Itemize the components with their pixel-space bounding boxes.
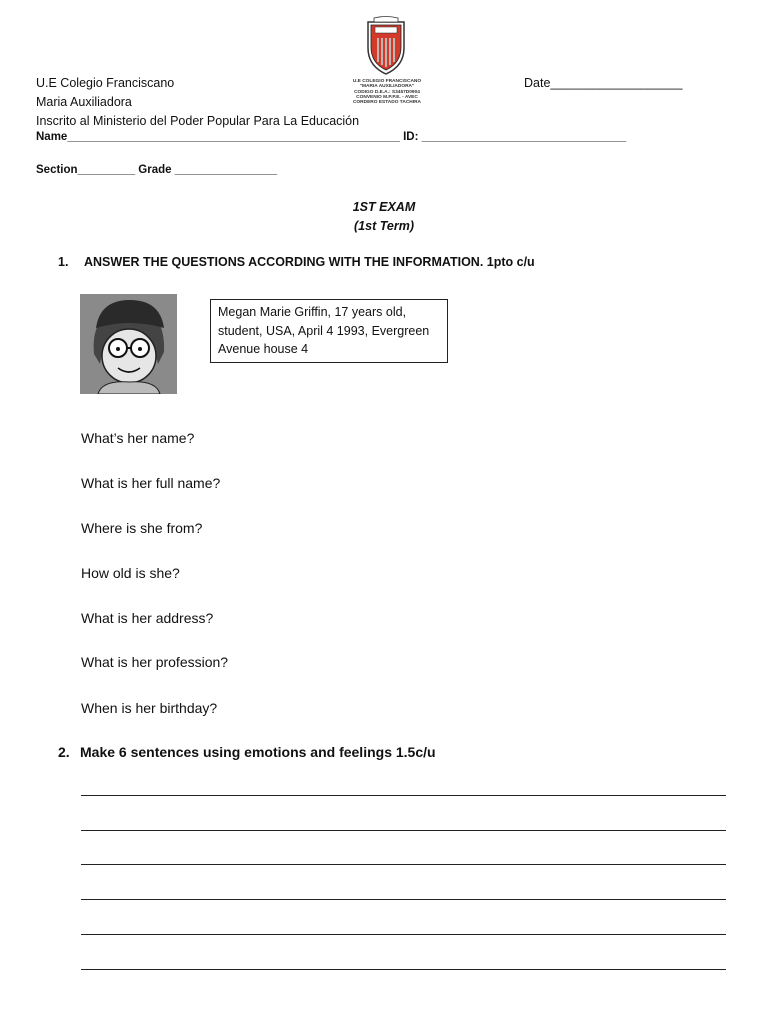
school-name-line2: Maria Auxiliadora <box>36 95 132 109</box>
question-birthday: When is her birthday? <box>81 700 218 716</box>
question-name: What’s her name? <box>81 430 195 446</box>
name-id-field[interactable]: Name____________________________________________________ ID: ________________________________ <box>36 131 627 143</box>
section-grade-field[interactable]: Section_________ Grade ________________ <box>36 164 278 176</box>
exam-title-block <box>0 198 768 236</box>
section1-heading <box>58 255 535 269</box>
question-address: What is her address? <box>81 610 214 626</box>
section1-title: ANSWER THE QUESTIONS ACCORDING WITH THE INFORMATION. 1pto c/u <box>84 255 535 269</box>
section1-number: 1. <box>58 255 69 269</box>
answer-line[interactable] <box>81 795 726 796</box>
answer-line[interactable] <box>81 969 726 970</box>
seal-caption-line: CODIGO D.E.A.: S3457D0904 <box>354 89 420 95</box>
question-age: How old is she? <box>81 565 180 581</box>
school-header <box>36 74 359 131</box>
info-box: Megan Marie Griffin, 17 years old, student, USA, April 4 1993, Evergreen Avenue house 4 <box>210 299 448 363</box>
date-field[interactable]: Date___________________ <box>524 76 683 90</box>
seal-caption-line: CORDERO ESTADO TACHIRA <box>352 100 422 106</box>
question-full-name: What is her full name? <box>81 475 221 491</box>
school-crest-icon <box>364 16 408 76</box>
answer-line[interactable] <box>81 934 726 935</box>
cartoon-girl-portrait <box>80 294 177 394</box>
section2-number: 2. <box>58 744 70 760</box>
question-profession: What is her profession? <box>81 654 229 670</box>
school-registration-line: Inscrito al Ministerio del Poder Popular Para La Educación <box>36 114 360 128</box>
seal-caption-line: "MARIA AUXILIADORA" <box>359 84 415 90</box>
exam-title: 1ST EXAM <box>352 200 416 214</box>
question-origin: Where is she from? <box>81 520 203 536</box>
exam-term: (1st Term) <box>354 219 414 233</box>
section2-heading <box>58 744 436 760</box>
answer-line[interactable] <box>81 830 726 831</box>
seal-caption-line: U.E COLEGIO FRANCISCANO <box>352 79 422 84</box>
section2-title: Make 6 sentences using emotions and feelings 1.5c/u <box>80 744 436 760</box>
answer-line[interactable] <box>81 864 726 865</box>
seal-caption-line: CONVENIO M.P.P.E. - AVEC <box>356 94 418 100</box>
school-name-line1: U.E Colegio Franciscano <box>36 76 175 90</box>
answer-line[interactable] <box>81 899 726 900</box>
